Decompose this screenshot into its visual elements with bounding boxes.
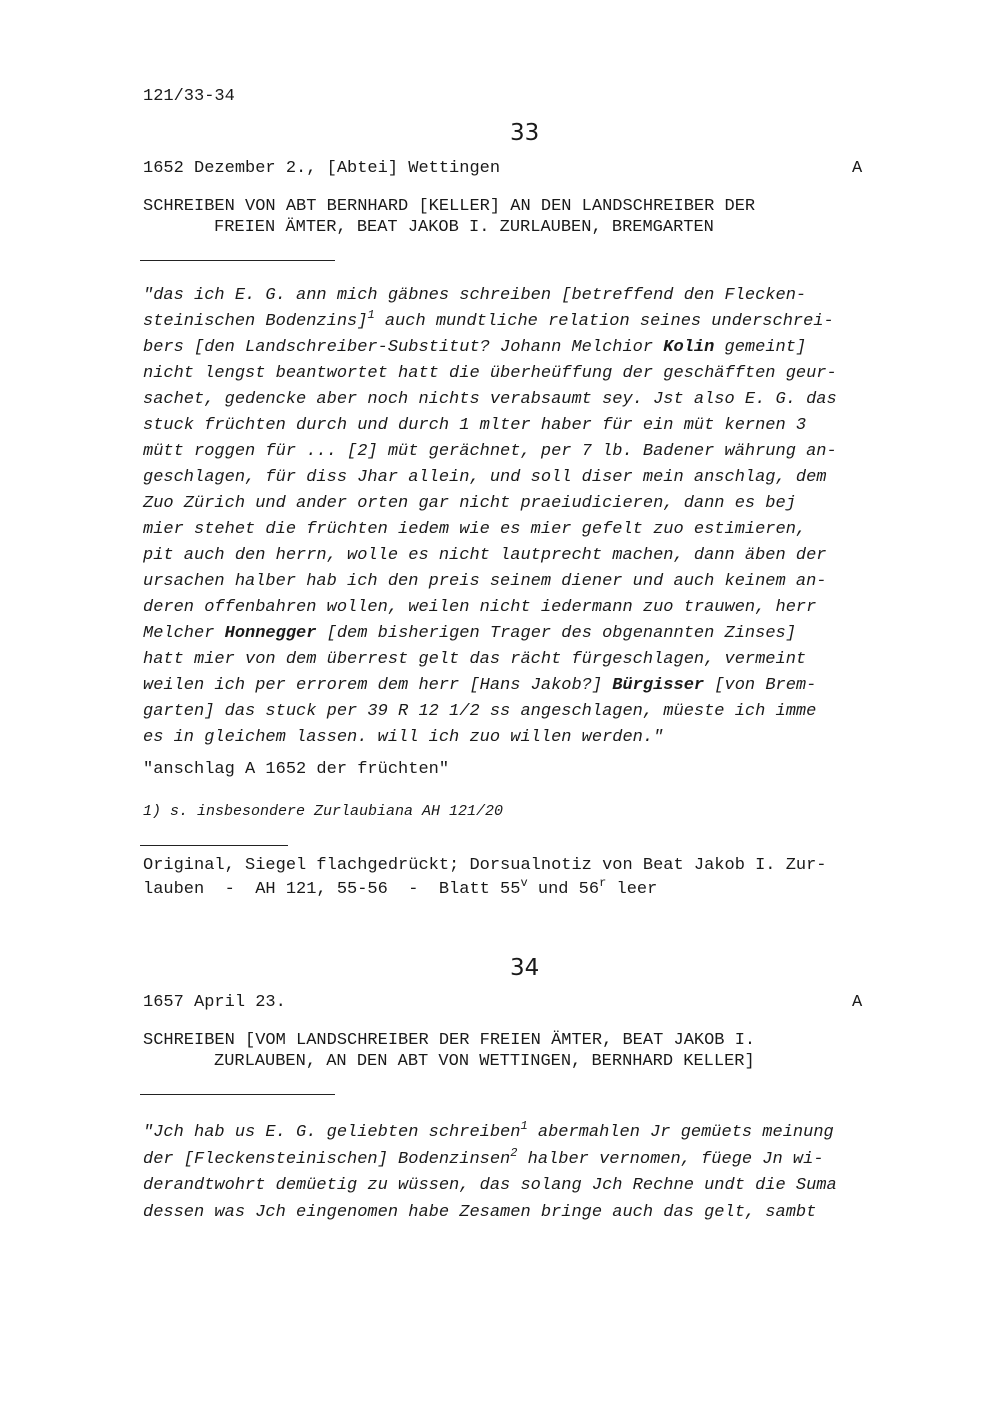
doc33-quote-line — [143, 521, 806, 538]
doc33-heading-line1: SCHREIBEN VON ABT BERNHARD [KELLER] AN DEN LANDSCHREIBER DER — [143, 197, 756, 216]
doc33-source-text-c: leer — [606, 880, 658, 899]
doc33-source-line2 — [143, 876, 658, 899]
doc33-quote-line — [143, 443, 837, 460]
quote-text: gemeint] — [714, 338, 807, 357]
doc33-quote-line — [143, 391, 837, 408]
quote-text: stuck früchten durch und durch 1 mlter haber für ein müt kernen 3 — [143, 416, 807, 435]
quote-text: es in gleichem lassen. will ich zuo willen werden." — [143, 728, 664, 747]
doc33-heading-line2: FREIEN ÄMTER, BEAT JAKOB I. ZURLAUBEN, BREMGARTEN — [214, 218, 714, 237]
footnote-marker: 2 — [510, 1145, 518, 1160]
doc33-quote-line — [143, 339, 806, 356]
quote-text: mier stehet die früchten iedem wie es mier gefelt zuo estimieren, — [143, 520, 807, 539]
doc33-quote-line — [143, 287, 806, 304]
doc33-quote-end: "anschlag A 1652 der früchten" — [143, 760, 450, 779]
doc33-source-sup-recto: r — [599, 876, 607, 890]
doc34-heading-line1: SCHREIBEN [VOM LANDSCHREIBER DER FREIEN ÄMTER, BEAT JAKOB I. — [143, 1031, 756, 1050]
quote-text: "Jch hab us E. G. geliebten schreiben — [143, 1123, 521, 1142]
quote-text: deren offenbahren wollen, weilen nicht iedermann zuo trauwen, herr — [143, 598, 817, 617]
quote-text: geschlagen, für diss Jhar allein, und soll diser mein anschlag, dem — [143, 468, 827, 487]
doc33-footnote: 1) s. insbesondere Zurlaubiana AH 121/20 — [143, 803, 504, 820]
person-name: Bürgisser — [612, 676, 705, 695]
doc33-quote-line — [143, 308, 834, 331]
quote-text: [von Brem- — [704, 676, 817, 695]
doc33-source-text-b: und 56 — [527, 880, 600, 899]
document-number-33: 33 — [510, 120, 540, 146]
doc33-quote-line — [143, 547, 827, 564]
doc33-quote-line — [143, 417, 806, 434]
doc33-date-place: 1652 Dezember 2., [Abtei] Wettingen — [143, 159, 501, 178]
footnote-marker: 1 — [367, 308, 375, 322]
doc34-heading-line2: ZURLAUBEN, AN DEN ABT VON WETTINGEN, BERNHARD KELLER] — [214, 1052, 755, 1071]
quote-text: halber vernomen, füege Jn wi- — [517, 1149, 824, 1169]
quote-text: mütt roggen für ... [2] müt gerächnet, per 7 lb. Badener währung an- — [143, 442, 837, 461]
quote-text: derandtwohrt demüetig zu wüssen, das solang Jch Rechne undt die Suma — [143, 1176, 837, 1195]
doc33-source-line1: Original, Siegel flachgedrückt; Dorsualnotiz von Beat Jakob I. Zur- — [143, 856, 827, 875]
quote-text: Zuo Zürich und ander orten gar nicht praeiudicieren, dann es bej — [143, 494, 796, 513]
quote-text: sachet, gedencke aber noch nichts verabsaumt sey. Jst also E. G. das — [143, 390, 837, 409]
doc33-quote-line — [143, 599, 816, 616]
quote-text: pit auch den herrn, wolle es nicht lautprecht machen, dann äben der — [143, 546, 827, 565]
doc33-quote-line — [143, 651, 806, 668]
quote-text: bers [den Landschreiber-Substitut? Johann Melchior — [143, 338, 664, 357]
quote-text: auch mundtliche relation seines underschrei- — [374, 312, 834, 331]
doc33-quote-line — [143, 703, 816, 720]
doc33-class-mark: A — [852, 159, 863, 178]
doc33-quote-line — [143, 495, 796, 512]
doc33-quote-line — [143, 729, 663, 746]
doc33-quote-line — [143, 573, 827, 590]
doc34-class-mark: A — [852, 993, 863, 1012]
doc33-quote-line — [143, 625, 796, 642]
quote-text: weilen ich per errorem dem herr [Hans Jakob?] — [143, 676, 613, 695]
doc34-quote-line — [143, 1204, 816, 1221]
footnote-marker: 1 — [520, 1119, 528, 1133]
doc33-footnote-rule — [140, 845, 288, 846]
quote-text: "das ich E. G. ann mich gäbnes schreiben [betreffend den Flecken- — [143, 286, 807, 305]
doc34-separator-rule — [140, 1094, 335, 1095]
doc33-source-text-a: lauben - AH 121, 55-56 - Blatt 55 — [143, 880, 521, 899]
person-name: Kolin — [663, 338, 715, 357]
doc33-source-sup-verso: v — [520, 876, 528, 890]
quote-text: der [Fleckensteinischen] Bodenzinsen — [143, 1149, 511, 1169]
quote-text: abermahlen Jr gemüets meinung — [527, 1123, 834, 1142]
doc34-quote-line — [143, 1119, 834, 1142]
quote-text: nicht lengst beantwortet hatt die überheüffung der geschäfften geur- — [143, 364, 837, 383]
person-name: Honnegger — [224, 624, 317, 643]
doc34-quote-line — [143, 1145, 824, 1169]
quote-text: ursachen halber hab ich den preis seinem diener und auch keinem an- — [143, 572, 827, 591]
document-number-34: 34 — [510, 955, 540, 981]
quote-text: steinischen Bodenzins] — [143, 312, 368, 331]
quote-text: [dem bisherigen Trager des obgenannten Zinses] — [316, 624, 796, 643]
doc33-quote-line — [143, 677, 816, 694]
doc33-separator-rule — [140, 260, 335, 261]
quote-text: Melcher — [143, 624, 225, 643]
doc34-quote-line — [143, 1177, 837, 1194]
quote-text: hatt mier von dem überrest gelt das rächt fürgeschlagen, vermeint — [143, 650, 807, 669]
doc34-date-place: 1657 April 23. — [143, 993, 286, 1012]
page-reference: 121/33-34 — [143, 87, 235, 106]
doc33-quote-line — [143, 365, 837, 382]
quote-text: garten] das stuck per 39 R 12 1/2 ss angeschlagen, müeste ich imme — [143, 702, 817, 721]
doc33-quote-line — [143, 469, 827, 486]
quote-text: dessen was Jch eingenomen habe Zesamen bringe auch das gelt, sambt — [143, 1202, 817, 1222]
